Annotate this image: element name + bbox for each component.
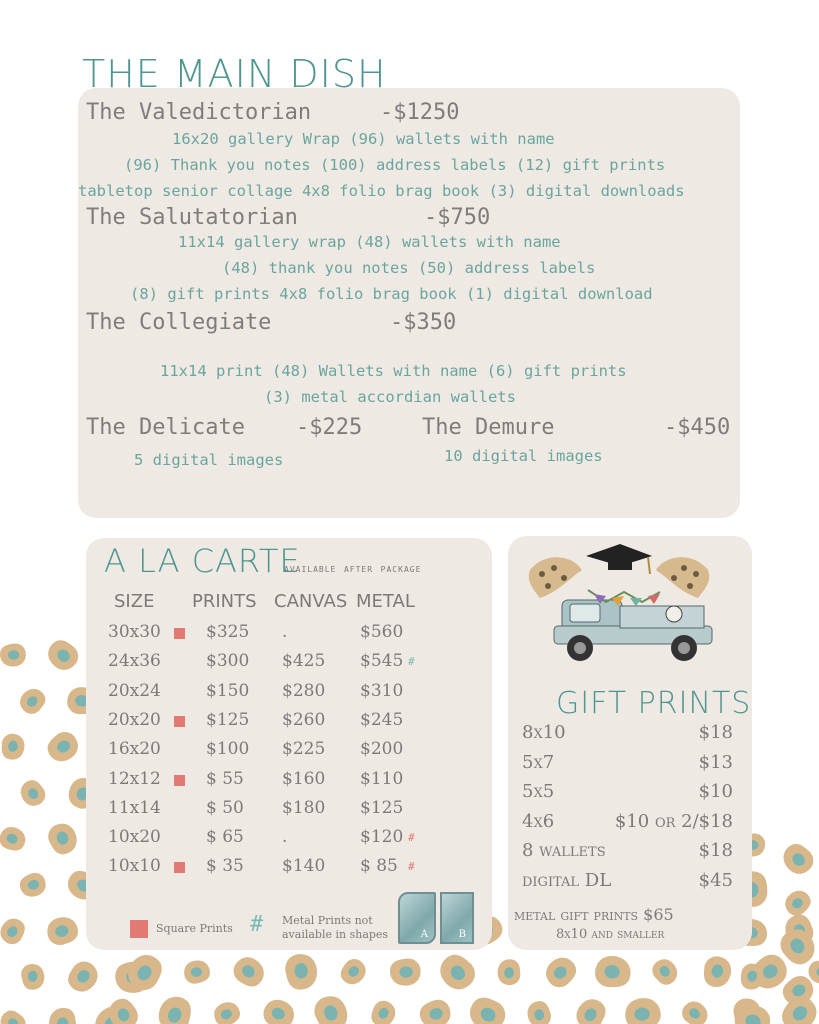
column-header-metal: METAL [356,591,415,612]
a-la-carte-title: A LA CARTE [104,542,301,580]
metal-gift-prints-note: 8x10 and smaller [556,927,665,942]
cell-size: 20x20 [108,709,161,730]
leopard-spot [593,953,633,990]
gift-item-label: 4x6 [522,810,555,832]
cell-size: 20x24 [108,680,161,701]
gift-item-price: $18 [698,722,733,743]
cell-size: 30x30 [108,622,161,642]
leopard-spot [0,914,30,948]
cell-prints: $300 [206,651,250,672]
cell-prints: $325 [206,622,250,642]
package-detail: 11x14 print (48) Wallets with name (6) gift prints [160,362,627,380]
leopard-spot [389,958,421,986]
leopard-spot [624,997,662,1024]
leopard-spot [183,959,211,985]
package-detail: 11x14 gallery wrap (48) wallets with name [178,233,561,251]
leopard-spot [229,951,270,992]
package-detail: (96) Thank you notes (100) address labels (12) gift prints [124,156,666,174]
a-la-carte-subtitle: available after package [284,562,422,575]
cell-metal: $ 85 [360,856,398,877]
gift-item-price: $45 [698,869,733,891]
legend-metal-line1: Metal Prints not [282,914,373,927]
leopard-spot [417,997,453,1024]
cell-canvas: $180 [282,797,326,818]
cell-prints: $125 [206,709,250,730]
cell-metal: $560 [360,622,404,642]
gift-prints-title: GIFT PRINTS [556,686,752,721]
cell-prints: $ 35 [206,856,244,877]
package-name: The Valedictorian [86,100,312,125]
package-detail: 5 digital images [134,451,284,469]
cell-size: 12x12 [108,768,161,789]
leopard-spot [496,958,522,986]
leopard-spot [434,948,481,996]
leopard-spot [62,956,103,997]
package-name: The Delicate [86,415,245,440]
leopard-spot [541,952,582,992]
metal-gift-prints: metal gift prints $65 [514,905,674,924]
square-print-marker [174,716,185,727]
gift-item-price: $13 [698,751,733,773]
shape-b-label: B [458,929,466,940]
legend-square-prints: Square Prints [156,922,233,935]
package-price: -$450 [664,415,731,440]
leopard-spot [285,954,318,991]
cell-prints: $ 55 [206,768,244,789]
leopard-spot [678,997,713,1024]
gift-item-price: $10 or 2/$18 [614,810,733,832]
cell-size: 24x36 [108,651,161,672]
leopard-spot [781,886,815,920]
cell-prints: $ 50 [206,797,244,818]
metal-hash-marker: # [408,655,415,669]
leopard-spot [700,954,734,990]
metal-hash-marker: # [408,831,415,845]
leopard-spot [648,955,681,989]
cell-metal: $110 [360,768,404,789]
package-price: -$750 [424,205,491,230]
leopard-spot [0,1006,30,1024]
metal-hash-marker: # [250,912,264,937]
package-detail: tabletop senior collage 4x8 folio brag book (3) digital downloads [78,182,685,200]
package-price: -$350 [390,310,457,335]
leopard-spot [17,776,49,809]
cell-metal: $125 [360,797,404,818]
cell-size: 11x14 [108,797,161,818]
column-header-canvas: CANVAS [274,591,348,612]
gift-item-label: 5x7 [522,751,555,773]
column-header-prints: PRINTS [192,591,257,612]
leopard-spot [17,871,48,900]
package-detail: (3) metal accordian wallets [264,388,516,406]
cell-canvas: $225 [282,739,326,760]
leopard-spot [526,1000,553,1024]
metal-shape-a [398,892,436,944]
package-detail: 10 digital images [444,447,603,465]
cell-canvas: . [282,827,288,848]
leopard-spot [15,684,50,718]
leopard-spot [46,916,80,947]
leopard-spot [0,823,29,855]
leopard-spot [42,635,83,676]
shape-a-label: A [420,929,428,940]
leopard-spot [336,955,371,990]
cell-prints: $150 [206,680,250,701]
package-name: The Collegiate [86,310,272,335]
column-header-size: SIZE [114,591,155,612]
gift-item-label: digital DL [522,869,612,891]
cell-prints: $100 [206,739,250,760]
cell-canvas: $160 [282,768,326,789]
metal-shape-b [440,892,474,944]
package-detail: (48) thank you notes (50) address labels [222,259,596,277]
leopard-spot [0,732,27,762]
square-print-marker [174,862,185,873]
package-name: The Salutatorian [86,205,298,230]
gift-item-price: $10 [698,781,733,802]
package-name: The Demure [422,415,555,440]
leopard-spot [259,995,299,1024]
leopard-spot [311,992,352,1024]
gift-item-label: 8 wallets [522,840,606,861]
cell-canvas: $260 [282,709,326,730]
cell-size: 10x20 [108,827,161,848]
cell-metal: $245 [360,709,404,730]
cell-canvas: . [282,622,288,642]
cell-metal: $545 [360,651,404,672]
cell-prints: $ 65 [206,827,244,848]
leopard-spot [154,992,197,1024]
leopard-spot [367,997,400,1024]
cell-metal: $310 [360,680,404,701]
cell-metal: $200 [360,739,404,760]
leopard-spot [21,963,45,990]
legend-metal-line2: available in shapes [282,928,389,941]
cell-metal: $120 [360,827,404,848]
square-print-marker [174,628,185,639]
leopard-spot [211,999,243,1024]
leopard-spot [778,839,819,880]
leopard-spot [571,994,611,1024]
leopard-spot [48,1007,78,1024]
cell-canvas: $280 [282,680,326,701]
gift-item-label: 5x5 [522,781,555,802]
gift-item-label: 8x10 [522,722,566,743]
leopard-spot [43,727,83,766]
square-print-marker [174,775,185,786]
leopard-spot [464,991,511,1024]
leopard-spot [45,820,81,858]
package-detail: 16x20 gallery Wrap (96) wallets with name [172,130,555,148]
cell-canvas: $140 [282,856,326,877]
cell-size: 10x10 [108,856,161,877]
package-price: -$225 [296,415,363,440]
square-print-marker [130,920,148,938]
metal-hash-marker: # [408,860,415,874]
cell-canvas: $425 [282,651,326,672]
package-detail: (8) gift prints 4x8 folio brag book (1) digital download [130,285,653,303]
main-dish-title: THE MAIN DISH [82,52,387,96]
cell-size: 16x20 [108,739,161,760]
leopard-spot [0,644,26,667]
gift-item-price: $18 [698,840,733,861]
package-price: -$1250 [380,100,460,125]
graduation-truck-illustration [524,540,714,670]
